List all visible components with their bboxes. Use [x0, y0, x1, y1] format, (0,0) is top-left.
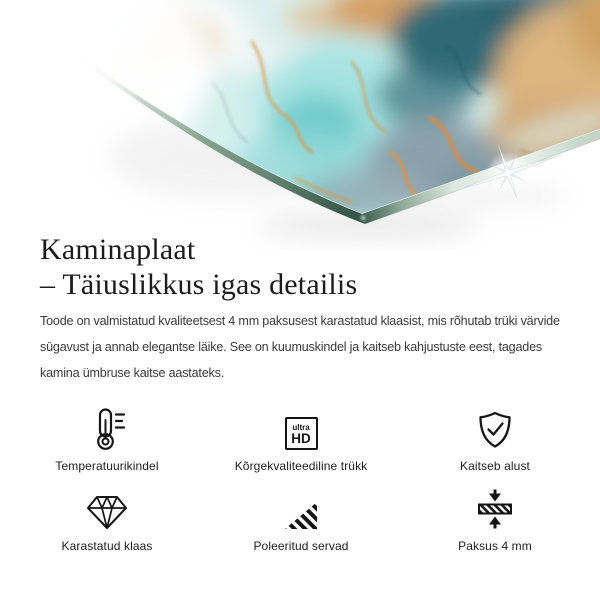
title-line-1: Kaminaplaat	[40, 233, 196, 266]
thermometer-icon	[86, 404, 128, 450]
diamond-icon	[86, 484, 128, 530]
hero-product-image	[0, 0, 600, 250]
feature-label: Temperatuurikindel	[55, 459, 159, 473]
feature-thickness-4mm	[398, 484, 592, 564]
description-line: Toode on valmistatud kvaliteetsest 4 mm paksusest karastatud klaasist, mis rõhutab trüki värvide	[40, 314, 560, 328]
feature-label: Kaitseb alust	[459, 459, 530, 473]
description-line: kamina ümbruse kaitse aastateks.	[40, 366, 224, 380]
feature-label: Paksus 4 mm	[458, 539, 532, 553]
feature-ultra-hd-print	[204, 404, 398, 484]
feature-protects-base	[398, 404, 592, 484]
title-line-2: – Täiuslikkus igas detailis	[40, 268, 358, 301]
feature-label: Kõrgekvaliteediline trükk	[234, 459, 368, 473]
description-line: sügavust ja annab elegantse läike. See on kuumuskindel ja kaitseb kahjustuste eest, tagades	[40, 340, 542, 354]
feature-grid	[10, 404, 592, 564]
feature-polished-edges	[204, 484, 398, 564]
ultra-hd-icon	[285, 404, 318, 450]
page-title	[40, 232, 357, 302]
ultra-hd-icon-text-top: ultra	[292, 422, 310, 432]
polished-edges-icon	[284, 484, 318, 530]
white-fade-left	[0, 0, 310, 250]
product-description	[40, 308, 560, 386]
glass-panel-artwork	[0, 0, 600, 250]
shield-check-icon	[476, 404, 514, 450]
feature-temperature-resistant	[10, 404, 204, 484]
thickness-arrows-icon	[476, 484, 514, 530]
feature-label: Karastatud klaas	[61, 539, 153, 553]
feature-label: Poleeritud servad	[253, 539, 349, 553]
feature-tempered-glass	[10, 484, 204, 564]
ultra-hd-icon-text-bottom: HD	[291, 430, 311, 446]
